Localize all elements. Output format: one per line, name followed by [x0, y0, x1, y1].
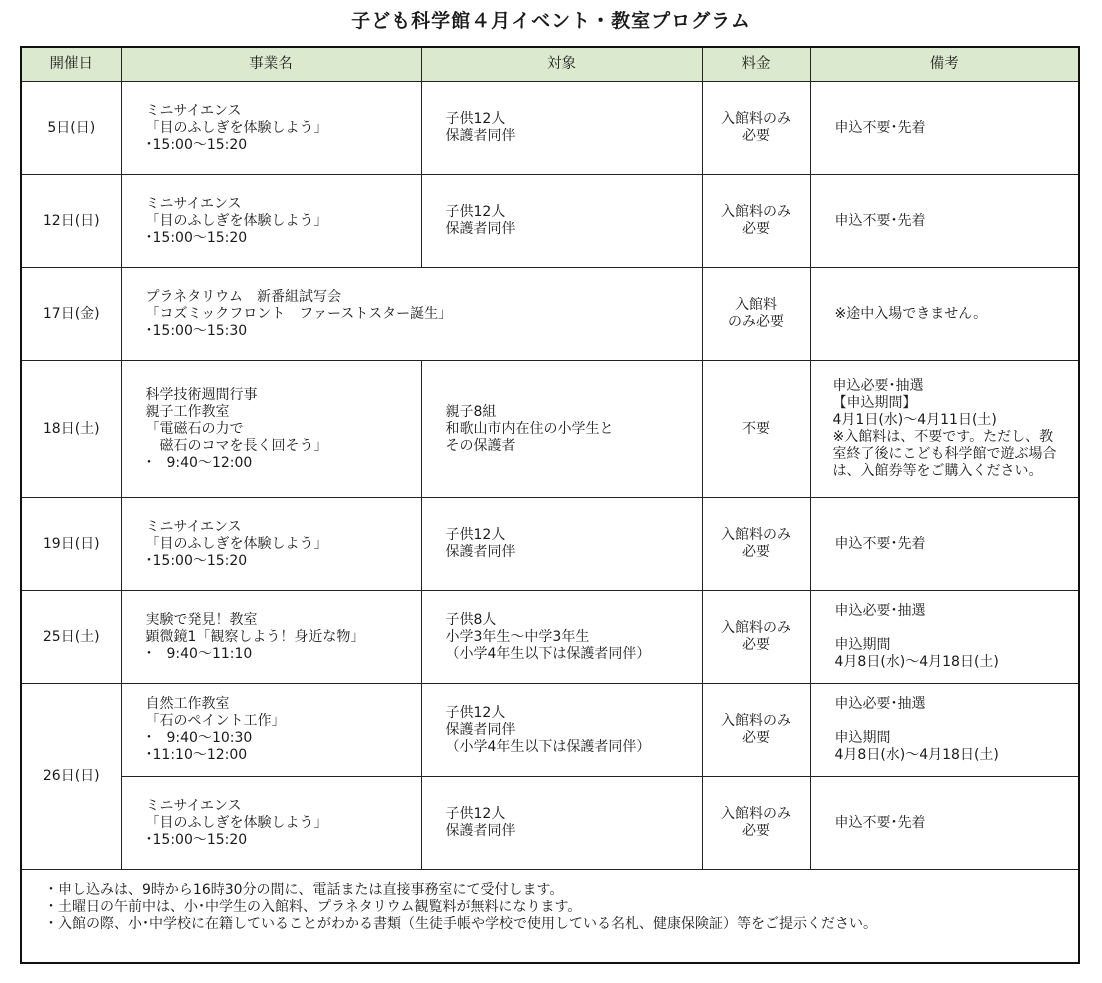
target-cell: 子供8人 小学3年生～中学3年生 （小学4年生以下は保護者同伴）	[421, 591, 702, 684]
date-cell: 19日(日)	[21, 498, 121, 591]
header-row	[21, 47, 1079, 82]
fee-cell: 入館料のみ 必要	[702, 684, 810, 777]
event-cell: 実験で発見！教室 顕微鏡1「観察しよう！身近な物」 ･ 9:40～11:10	[121, 591, 421, 684]
footer-note: ・申し込みは、9時から16時30分の間に、電話または直接事務室にて受付します。	[44, 882, 564, 898]
note-cell: 申込不要･先着	[810, 777, 1079, 870]
header-note: 備考	[810, 47, 1079, 82]
date-cell: 26日(日)	[21, 684, 121, 870]
date-cell: 17日(金)	[21, 268, 121, 361]
date-cell: 5日(日)	[21, 82, 121, 175]
table-row	[21, 498, 1079, 591]
note-cell: 申込必要･抽選 【申込期間】 4月1日(水)～4月11日(土) ※入館料は、不要です。ただし、教 室終了後にこども科学館で遊ぶ場合 は、入館券等をご購入ください。	[810, 361, 1079, 498]
note-cell: 申込不要･先着	[810, 175, 1079, 268]
fee-cell: 入館料のみ 必要	[702, 498, 810, 591]
event-cell: ミニサイエンス 「目のふしぎを体験しよう」 ･15:00～15:20	[121, 498, 421, 591]
table-row	[21, 591, 1079, 684]
page-title: 子ども科学館４月イベント・教室プログラム	[351, 10, 751, 32]
fee-cell: 入館料 のみ必要	[702, 268, 810, 361]
event-cell: 自然工作教室 「石のペイント工作」 ･ 9:40～10:30 ･11:10～12:00	[121, 684, 421, 777]
table-row	[21, 777, 1079, 870]
program-table	[20, 46, 1080, 964]
table-row	[21, 268, 1079, 361]
note-cell: 申込必要･抽選 申込期間 4月8日(水)～4月18日(土)	[810, 684, 1079, 777]
note-cell: 申込必要･抽選 申込期間 4月8日(水)～4月18日(土)	[810, 591, 1079, 684]
event-cell: ミニサイエンス 「目のふしぎを体験しよう」 ･15:00～15:20	[121, 777, 421, 870]
fee-cell: 入館料のみ 必要	[702, 82, 810, 175]
fee-cell: 不要	[702, 361, 810, 498]
header-event: 事業名	[121, 47, 421, 82]
date-cell: 12日(日)	[21, 175, 121, 268]
target-cell: 子供12人 保護者同伴	[421, 777, 702, 870]
table-row	[21, 361, 1079, 498]
target-cell: 子供12人 保護者同伴 （小学4年生以下は保護者同伴）	[421, 684, 702, 777]
fee-cell: 入館料のみ 必要	[702, 175, 810, 268]
date-cell: 18日(土)	[21, 361, 121, 498]
date-cell: 25日(土)	[21, 591, 121, 684]
header-date: 開催日	[21, 47, 121, 82]
table-row	[21, 82, 1079, 175]
target-cell: 子供12人 保護者同伴	[421, 498, 702, 591]
event-cell: 科学技術週間行事 親子工作教室 「電磁石の力で 磁石のコマを長く回そう」 ･ 9:40～12:00	[121, 361, 421, 498]
footer-note: ・入館の際、小･中学校に在籍していることがわかる書類（生徒手帳や学校で使用している名札、健康保険証）等をご提示ください。	[44, 916, 877, 932]
footer-notes	[21, 870, 1079, 964]
header-fee: 料金	[702, 47, 810, 82]
note-cell: 申込不要･先着	[810, 82, 1079, 175]
table-row	[21, 175, 1079, 268]
table-row	[21, 684, 1079, 777]
event-cell: プラネタリウム 新番組試写会 「コズミックフロント ファーストスター誕生」 ･15:00～15:30	[121, 268, 702, 361]
note-cell: 申込不要･先着	[810, 498, 1079, 591]
target-cell: 子供12人 保護者同伴	[421, 82, 702, 175]
target-cell: 子供12人 保護者同伴	[421, 175, 702, 268]
note-cell: ※途中入場できません。	[810, 268, 1079, 361]
fee-cell: 入館料のみ 必要	[702, 777, 810, 870]
fee-cell: 入館料のみ 必要	[702, 591, 810, 684]
header-target: 対象	[421, 47, 702, 82]
footer-row	[21, 870, 1079, 964]
target-cell: 親子8組 和歌山市内在住の小学生と その保護者	[421, 361, 702, 498]
event-cell: ミニサイエンス 「目のふしぎを体験しよう」 ･15:00～15:20	[121, 82, 421, 175]
event-cell: ミニサイエンス 「目のふしぎを体験しよう」 ･15:00～15:20	[121, 175, 421, 268]
footer-note: ・土曜日の午前中は、小･中学生の入館料、プラネタリウム観覧料が無料になります。	[44, 899, 582, 915]
